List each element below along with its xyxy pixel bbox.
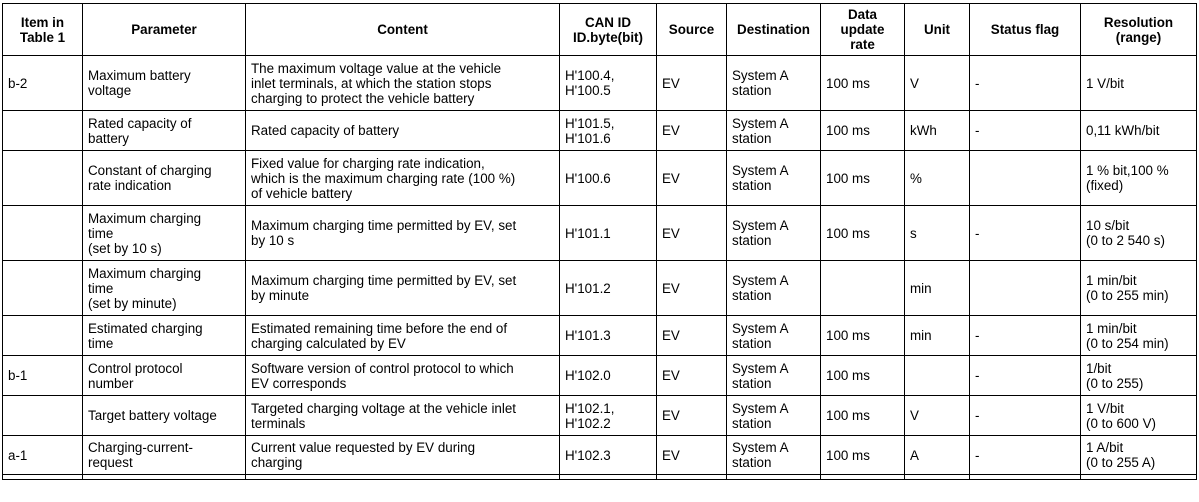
- cell-item: [3, 111, 83, 151]
- table-row: [3, 206, 1197, 261]
- cell-source: EV: [657, 206, 727, 261]
- table-row: [3, 111, 1197, 151]
- table-row: [3, 56, 1197, 111]
- cell-status-flag: [970, 261, 1081, 316]
- cell-unit: [905, 356, 970, 396]
- cell-empty: [3, 475, 83, 480]
- cell-item: [3, 151, 83, 206]
- header-parameter: Parameter: [83, 4, 246, 56]
- cell-can-id: H'101.2: [560, 261, 657, 316]
- cell-parameter: Charging-current- request: [83, 436, 246, 475]
- cell-update-rate: 100 ms: [821, 206, 905, 261]
- table-row: [3, 356, 1197, 396]
- cell-can-id: H'102.1, H'102.2: [560, 396, 657, 436]
- cell-status-flag: -: [970, 436, 1081, 475]
- header-destination: Destination: [727, 4, 821, 56]
- cell-item: b-2: [3, 56, 83, 111]
- header-update-rate: Data update rate: [821, 4, 905, 56]
- cell-can-id: H'100.4, H'100.5: [560, 56, 657, 111]
- cell-resolution: 0,11 kWh/bit: [1081, 111, 1197, 151]
- header-status-flag: Status flag: [970, 4, 1081, 56]
- cell-source: EV: [657, 111, 727, 151]
- parameter-table: [2, 3, 1197, 480]
- cell-source: EV: [657, 356, 727, 396]
- cell-can-id: H'101.3: [560, 316, 657, 356]
- header-source: Source: [657, 4, 727, 56]
- cell-content: Estimated remaining time before the end of charging calculated by EV: [246, 316, 560, 356]
- cell-unit: V: [905, 56, 970, 111]
- cell-status-flag: -: [970, 206, 1081, 261]
- header-row: [3, 4, 1197, 56]
- table-row-partial: [3, 475, 1197, 480]
- cell-update-rate: 100 ms: [821, 111, 905, 151]
- cell-source: EV: [657, 151, 727, 206]
- cell-status-flag: -: [970, 356, 1081, 396]
- cell-item: a-1: [3, 436, 83, 475]
- cell-unit: min: [905, 261, 970, 316]
- table-row: [3, 261, 1197, 316]
- cell-source: EV: [657, 396, 727, 436]
- table-row: [3, 396, 1197, 436]
- cell-parameter: Maximum charging time (set by 10 s): [83, 206, 246, 261]
- table-row: [3, 436, 1197, 475]
- cell-parameter: Constant of charging rate indication: [83, 151, 246, 206]
- cell-empty: [821, 475, 905, 480]
- cell-content: The maximum voltage value at the vehicle inlet terminals, at which the station stops charging to protect the vehicle battery: [246, 56, 560, 111]
- cell-unit: V: [905, 396, 970, 436]
- cell-content: Software version of control protocol to which EV corresponds: [246, 356, 560, 396]
- cell-item: [3, 316, 83, 356]
- cell-status-flag: -: [970, 316, 1081, 356]
- cell-resolution: 10 s/bit (0 to 2 540 s): [1081, 206, 1197, 261]
- cell-source: EV: [657, 56, 727, 111]
- cell-resolution: 1 V/bit (0 to 600 V): [1081, 396, 1197, 436]
- cell-unit: s: [905, 206, 970, 261]
- header-unit: Unit: [905, 4, 970, 56]
- cell-item: [3, 206, 83, 261]
- cell-empty: [727, 475, 821, 480]
- cell-can-id: H'102.0: [560, 356, 657, 396]
- cell-resolution: 1/bit (0 to 255): [1081, 356, 1197, 396]
- cell-destination: System A station: [727, 316, 821, 356]
- cell-empty: [83, 475, 246, 480]
- cell-content: Maximum charging time permitted by EV, set by 10 s: [246, 206, 560, 261]
- cell-parameter: Rated capacity of battery: [83, 111, 246, 151]
- cell-content: Fixed value for charging rate indication, which is the maximum charging rate (100 %) of vehicle battery: [246, 151, 560, 206]
- cell-resolution: 1 min/bit (0 to 254 min): [1081, 316, 1197, 356]
- cell-update-rate: 100 ms: [821, 436, 905, 475]
- cell-empty: [1081, 475, 1197, 480]
- cell-status-flag: -: [970, 111, 1081, 151]
- cell-resolution: 1 min/bit (0 to 255 min): [1081, 261, 1197, 316]
- cell-status-flag: -: [970, 56, 1081, 111]
- header-resolution: Resolution (range): [1081, 4, 1197, 56]
- cell-destination: System A station: [727, 151, 821, 206]
- cell-destination: System A station: [727, 396, 821, 436]
- cell-item: b-1: [3, 356, 83, 396]
- cell-item: [3, 396, 83, 436]
- cell-content: Current value requested by EV during charging: [246, 436, 560, 475]
- cell-update-rate: 100 ms: [821, 56, 905, 111]
- cell-resolution: 1 V/bit: [1081, 56, 1197, 111]
- cell-update-rate: 100 ms: [821, 316, 905, 356]
- cell-content: Maximum charging time permitted by EV, set by minute: [246, 261, 560, 316]
- cell-content: Rated capacity of battery: [246, 111, 560, 151]
- cell-parameter: Maximum battery voltage: [83, 56, 246, 111]
- cell-can-id: H'101.5, H'101.6: [560, 111, 657, 151]
- cell-status-flag: -: [970, 396, 1081, 436]
- cell-update-rate: 100 ms: [821, 356, 905, 396]
- cell-destination: System A station: [727, 111, 821, 151]
- cell-update-rate: 100 ms: [821, 151, 905, 206]
- header-content: Content: [246, 4, 560, 56]
- cell-source: EV: [657, 316, 727, 356]
- cell-destination: System A station: [727, 56, 821, 111]
- cell-update-rate: 100 ms: [821, 396, 905, 436]
- cell-source: EV: [657, 436, 727, 475]
- cell-empty: [970, 475, 1081, 480]
- header-can-id: CAN ID ID.byte(bit): [560, 4, 657, 56]
- header-item: Item in Table 1: [3, 4, 83, 56]
- cell-parameter: Control protocol number: [83, 356, 246, 396]
- cell-item: [3, 261, 83, 316]
- cell-parameter: Estimated charging time: [83, 316, 246, 356]
- cell-parameter: Maximum charging time (set by minute): [83, 261, 246, 316]
- cell-destination: System A station: [727, 261, 821, 316]
- cell-unit: %: [905, 151, 970, 206]
- cell-empty: [560, 475, 657, 480]
- cell-empty: [657, 475, 727, 480]
- cell-content: Targeted charging voltage at the vehicle inlet terminals: [246, 396, 560, 436]
- cell-status-flag: [970, 151, 1081, 206]
- cell-resolution: 1 A/bit (0 to 255 A): [1081, 436, 1197, 475]
- cell-empty: [905, 475, 970, 480]
- cell-can-id: H'102.3: [560, 436, 657, 475]
- cell-destination: System A station: [727, 436, 821, 475]
- cell-destination: System A station: [727, 356, 821, 396]
- table-row: [3, 151, 1197, 206]
- cell-empty: [246, 475, 560, 480]
- cell-parameter: Target battery voltage: [83, 396, 246, 436]
- cell-resolution: 1 % bit,100 % (fixed): [1081, 151, 1197, 206]
- cell-unit: min: [905, 316, 970, 356]
- table-row: [3, 316, 1197, 356]
- cell-source: EV: [657, 261, 727, 316]
- cell-unit: A: [905, 436, 970, 475]
- cell-can-id: H'101.1: [560, 206, 657, 261]
- cell-can-id: H'100.6: [560, 151, 657, 206]
- cell-update-rate: [821, 261, 905, 316]
- cell-unit: kWh: [905, 111, 970, 151]
- cell-destination: System A station: [727, 206, 821, 261]
